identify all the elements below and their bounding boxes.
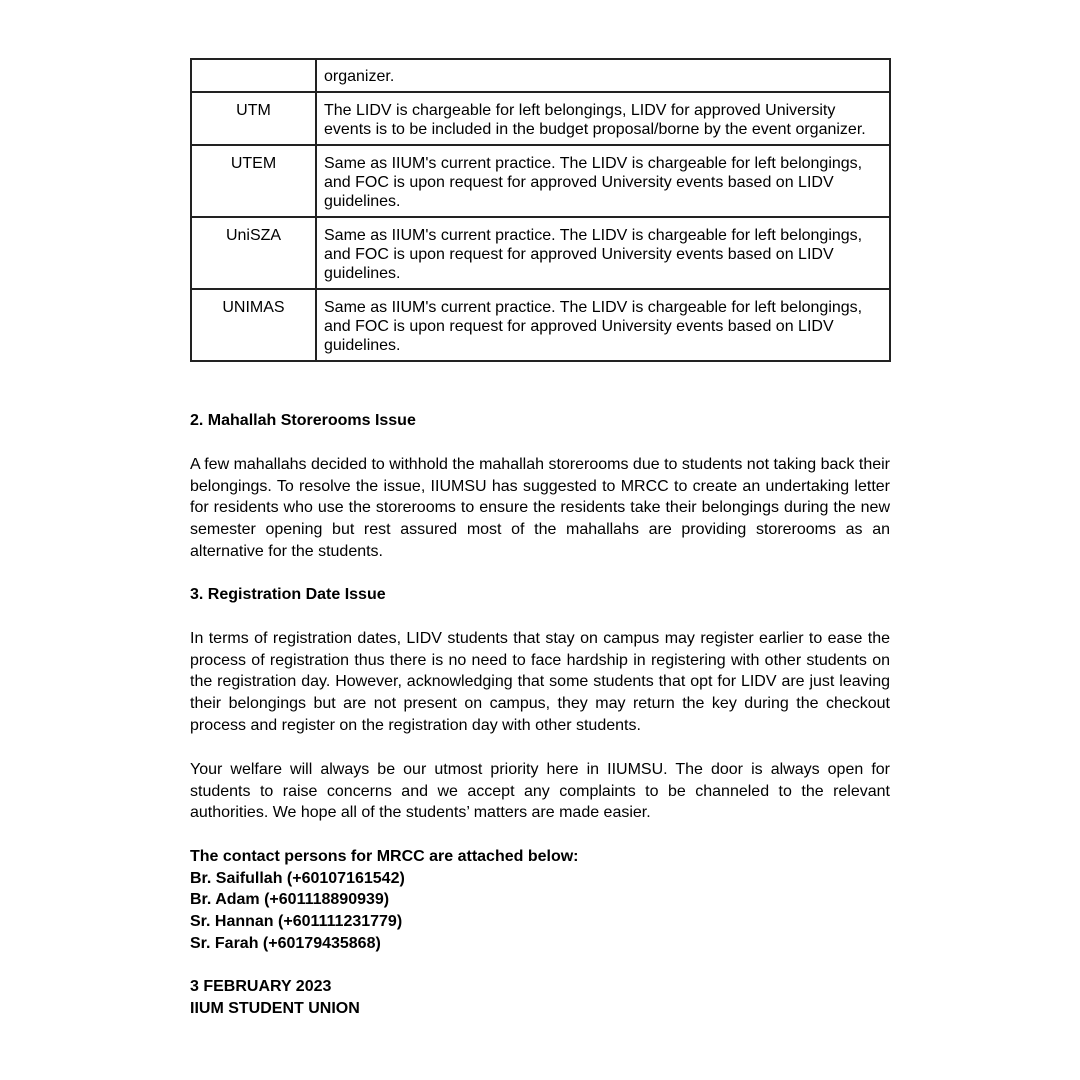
signoff-date: 3 FEBRUARY 2023 — [190, 978, 332, 995]
section-3-heading: 3. Registration Date Issue — [190, 586, 386, 603]
table-row — [191, 59, 890, 92]
contact-person: Br. Adam (+601118890939) — [190, 891, 390, 909]
table-row — [191, 145, 890, 217]
practice-cell: Same as IIUM's current practice. The LIDV is chargeable for left belongings, and FOC is upon request for approved University events based on LIDV guidelines. — [316, 289, 890, 361]
signoff-block — [190, 976, 890, 1019]
university-cell: UTEM — [191, 145, 316, 217]
university-cell — [191, 59, 316, 92]
university-cell: UTM — [191, 92, 316, 145]
table-row — [191, 217, 890, 289]
contacts-heading: The contact persons for MRCC are attached below: — [190, 848, 579, 865]
contact-person: Br. Saifullah (+60107161542) — [190, 869, 405, 887]
table-row — [191, 92, 890, 145]
practice-cell: organizer. — [316, 59, 890, 92]
contact-person: Sr. Hannan (+601111231779) — [190, 913, 403, 931]
section-2-body: A few mahallahs decided to withhold the mahallah storerooms due to students not taking back their belongings. To resolve the issue, IIUMSU has suggested to MRCC to create an undertaking letter for residents who use the storerooms to ensure the residents take their belongings during the new semester opening but rest assured most of the mahallahs are providing storerooms as an alternative for the students. — [190, 456, 890, 560]
section-2-heading: 2. Mahallah Storerooms Issue — [190, 412, 416, 429]
section-3-body: In terms of registration dates, LIDV students that stay on campus may register earlier to ease the process of registration thus there is no need to face hardship in registering with other students on the registration day. However, acknowledging that some students that opt for LIDV are just leaving their belongings but are not present on campus, they may return the key during the checkout process and register on the registration day with other students. — [190, 630, 890, 734]
practice-cell: The LIDV is chargeable for left belongings, LIDV for approved University events is to be included in the budget proposal/borne by the event organizer. — [316, 92, 890, 145]
contact-person: Sr. Farah (+60179435868) — [190, 934, 381, 952]
contacts-block — [190, 846, 890, 955]
practice-cell: Same as IIUM's current practice. The LIDV is chargeable for left belongings, and FOC is upon request for approved University events based on LIDV guidelines. — [316, 145, 890, 217]
signoff-organization: IIUM STUDENT UNION — [190, 999, 360, 1017]
university-practice-table — [190, 58, 891, 362]
welfare-paragraph: Your welfare will always be our utmost priority here in IIUMSU. The door is always open for students to raise concerns and we accept any complaints to be channeled to the relevant authorities. We hope all of the students’ matters are made easier. — [190, 761, 890, 822]
university-cell: UniSZA — [191, 217, 316, 289]
table-row — [191, 289, 890, 361]
university-cell: UNIMAS — [191, 289, 316, 361]
practice-cell: Same as IIUM's current practice. The LIDV is chargeable for left belongings, and FOC is upon request for approved University events based on LIDV guidelines. — [316, 217, 890, 289]
